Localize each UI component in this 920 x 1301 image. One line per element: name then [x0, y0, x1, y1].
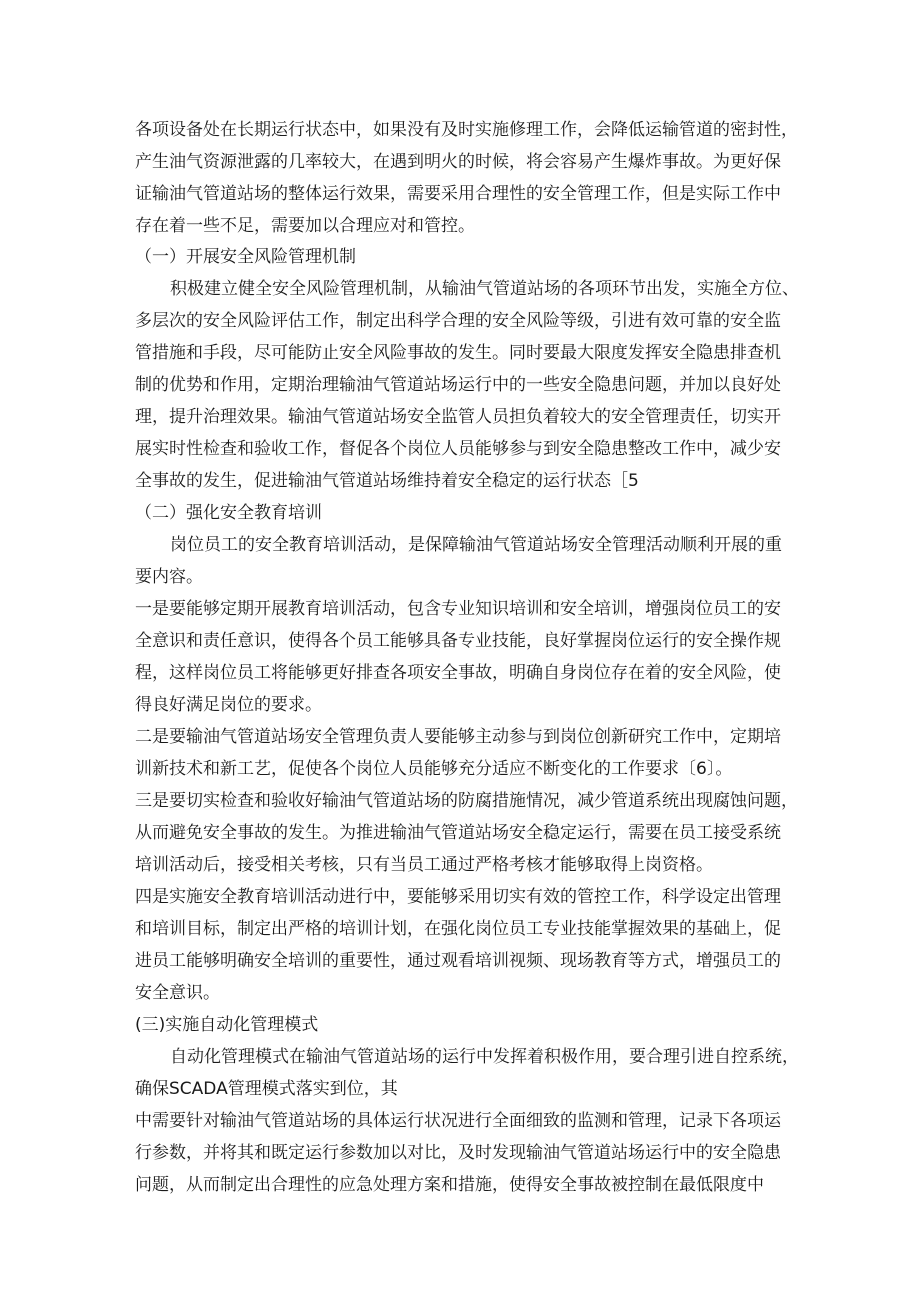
text-line: 三是要切实检查和验收好输油气管道站场的防腐措施情况，减少管道系统出现腐蚀问题，	[135, 791, 798, 811]
text-line: 证输油气管道站场的整体运行效果，需要采用合理性的安全管理工作，但是实际工作中	[135, 184, 781, 204]
text-line: 理，提升治理效果。输油气管道站场安全监管人员担负着较大的安全管理责任，切实开	[135, 407, 781, 427]
text-line: 从而避免安全事故的发生。为推进输油气管道站场安全稳定运行，需要在员工接受系统	[135, 823, 781, 843]
text-line: 岗位员工的安全教育培训活动，是保障输油气管道站场安全管理活动顺利开展的重	[170, 535, 782, 555]
text-line: 行参数，并将其和既定运行参数加以对比，及时发现输油气管道站场运行中的安全隐患	[135, 1143, 781, 1163]
text-line: 得良好满足岗位的要求。	[135, 695, 322, 715]
text-line: 安全意识。	[135, 983, 220, 1003]
text-line: 确保SCADA管理模式落实到位，其	[135, 1079, 398, 1099]
text-line: 制的优势和作用，定期治理输油气管道站场运行中的一些安全隐患问题，并加以良好处	[135, 375, 781, 395]
text-line: 问题，从而制定出合理性的应急处理方案和措施，使得安全事故被控制在最低限度中	[135, 1175, 764, 1195]
text-line: 和培训目标，制定出严格的培训计划，在强化岗位员工专业技能掌握效果的基础上，促	[135, 919, 781, 939]
text-line: 进员工能够明确安全培训的重要性，通过观看培训视频、现场教育等方式，增强员工的	[135, 951, 781, 971]
text-line: 中需要针对输油气管道站场的具体运行状况进行全面细致的监测和管理，记录下各项运	[135, 1111, 781, 1131]
text-line: 全事故的发生，促进输油气管道站场维持着安全稳定的运行状态［5	[135, 471, 639, 491]
text-line: 展实时性检查和验收工作，督促各个岗位人员能够参与到安全隐患整改工作中，减少安	[135, 439, 781, 459]
section-heading: （一）开展安全风险管理机制	[135, 247, 356, 267]
text-line: 自动化管理模式在输油气管道站场的运行中发挥着积极作用，要合理引进自控系统，	[170, 1047, 799, 1067]
text-line: 一是要能够定期开展教育培训活动，包含专业知识培训和安全培训，增强岗位员工的安	[135, 599, 781, 619]
section-heading: （二）强化安全教育培训	[135, 503, 322, 523]
text-line: 积极建立健全安全风险管理机制，从输油气管道站场的各项环节出发，实施全方位、	[170, 279, 799, 299]
text-line: 训新技术和新工艺，促使各个岗位人员能够充分适应不断变化的工作要求〔6〕。	[135, 759, 733, 779]
text-line: 管措施和手段，尽可能防止安全风险事故的发生。同时要最大限度发挥安全隐患排查机	[135, 343, 781, 363]
text-line: 二是要输油气管道站场安全管理负责人要能够主动参与到岗位创新研究工作中，定期培	[135, 727, 781, 747]
section-heading: (三)实施自动化管理模式	[135, 1015, 319, 1035]
text-line: 四是实施安全教育培训活动进行中，要能够采用切实有效的管控工作，科学设定出管理	[135, 887, 781, 907]
text-line: 培训活动后，接受相关考核，只有当员工通过严格考核才能够取得上岗资格。	[135, 855, 713, 875]
text-line: 产生油气资源泄露的几率较大，在遇到明火的时候，将会容易产生爆炸事故。为更好保	[135, 152, 781, 172]
text-line: 各项设备处在长期运行状态中，如果没有及时实施修理工作，会降低运输管道的密封性，	[135, 120, 798, 140]
text-line: 要内容。	[135, 567, 203, 587]
text-line: 程，这样岗位员工将能够更好排查各项安全事故，明确自身岗位存在着的安全风险，使	[135, 663, 781, 683]
text-line: 全意识和责任意识，使得各个员工能够具备专业技能，良好掌握岗位运行的安全操作规	[135, 631, 781, 651]
text-line: 多层次的安全风险评估工作，制定出科学合理的安全风险等级，引进有效可靠的安全监	[135, 311, 781, 331]
text-line: 存在着一些不足，需要加以合理应对和管控。	[135, 216, 475, 236]
